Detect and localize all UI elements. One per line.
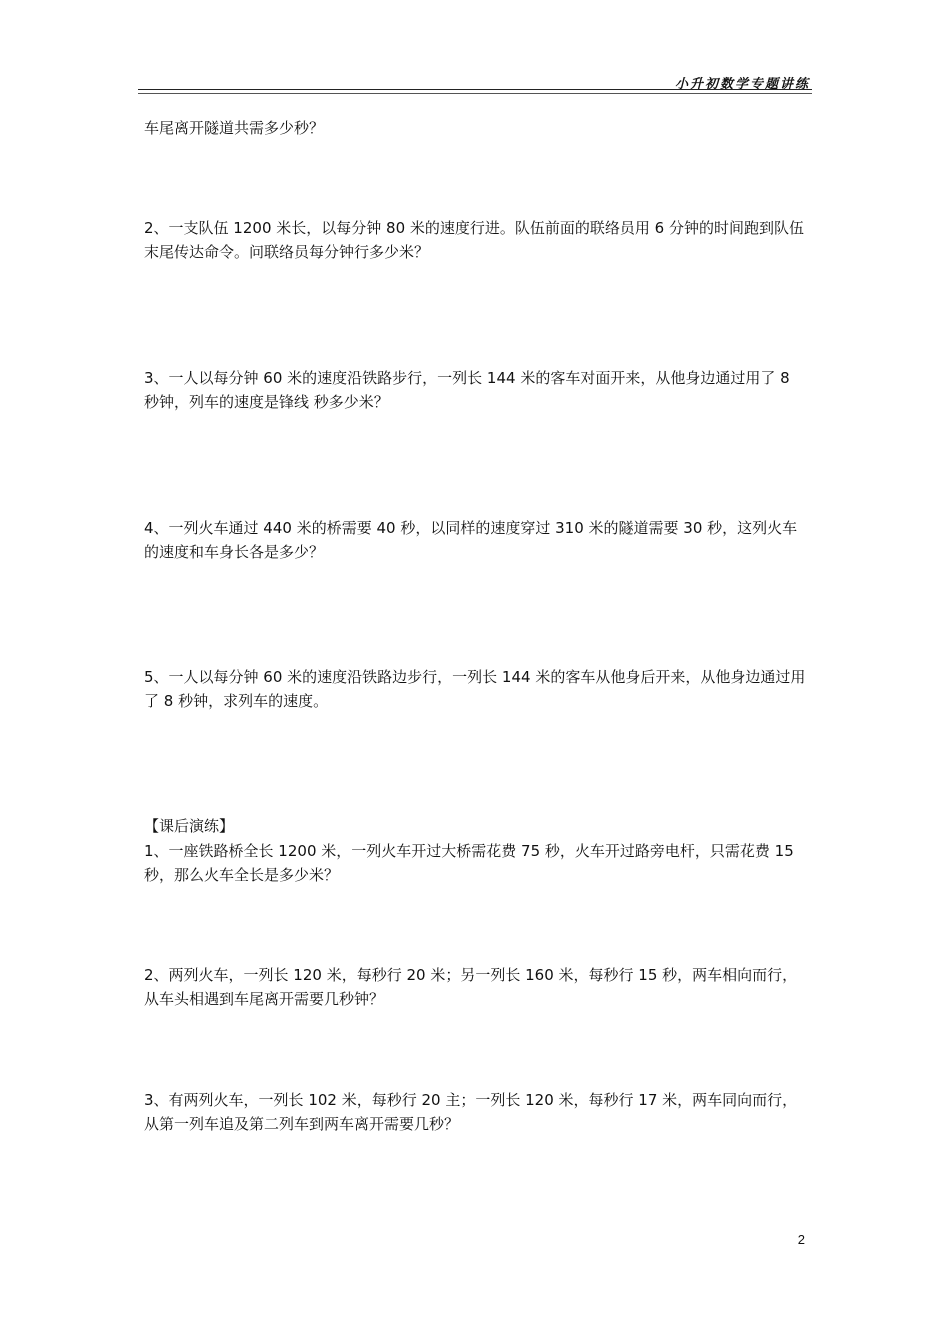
practice-problem-2: 2、两列火车，一列长 120 米，每秒行 20 米；另一列长 160 米，每秒行 15 秒，两车相向而行，从车头相遇到车尾离开需要几秒钟？ <box>144 966 798 1008</box>
problem-3: 3、一人以每分钟 60 米的速度沿铁路步行，一列长 144 米的客车对面开来，从他身边通过用了 8 秒钟，列车的速度是锋线 秒多少米？ <box>144 369 790 411</box>
practice-heading: 【课后演练】 <box>144 817 235 835</box>
header-rule <box>138 89 812 90</box>
problem-5: 5、一人以每分钟 60 米的速度沿铁路边步行，一列长 144 米的客车从他身后开来，从他身边通过用了 8 秒钟，求列车的速度。 <box>144 668 806 710</box>
practice-problem-3: 3、有两列火车，一列长 102 米，每秒行 20 主；一列长 120 米，每秒行 17 米，两车同向而行，从第一列车追及第二列车到两车离开需要几秒？ <box>144 1091 798 1133</box>
problem-4: 4、一列火车通过 440 米的桥需要 40 秒，以同样的速度穿过 310 米的隧道需要 30 秒，这列火车的速度和车身长各是多少？ <box>144 519 798 561</box>
page-number: 2 <box>797 1232 805 1247</box>
page-header-title: 小升初数学专题讲练 <box>674 77 810 92</box>
practice-problem-1: 1、一座铁路桥全长 1200 米，一列火车开过大桥需花费 75 秒，火车开过路旁电杆，只需花费 15 秒，那么火车全长是多少米？ <box>144 842 794 884</box>
header-rule-thin <box>138 93 812 94</box>
problem-continuation: 车尾离开隧道共需多少秒？ <box>144 119 325 137</box>
problem-2: 2、一支队伍 1200 米长，以每分钟 80 米的速度行进。队伍前面的联络员用 6 分钟的时间跑到队伍末尾传达命令。问联络员每分钟行多少米？ <box>144 219 804 261</box>
